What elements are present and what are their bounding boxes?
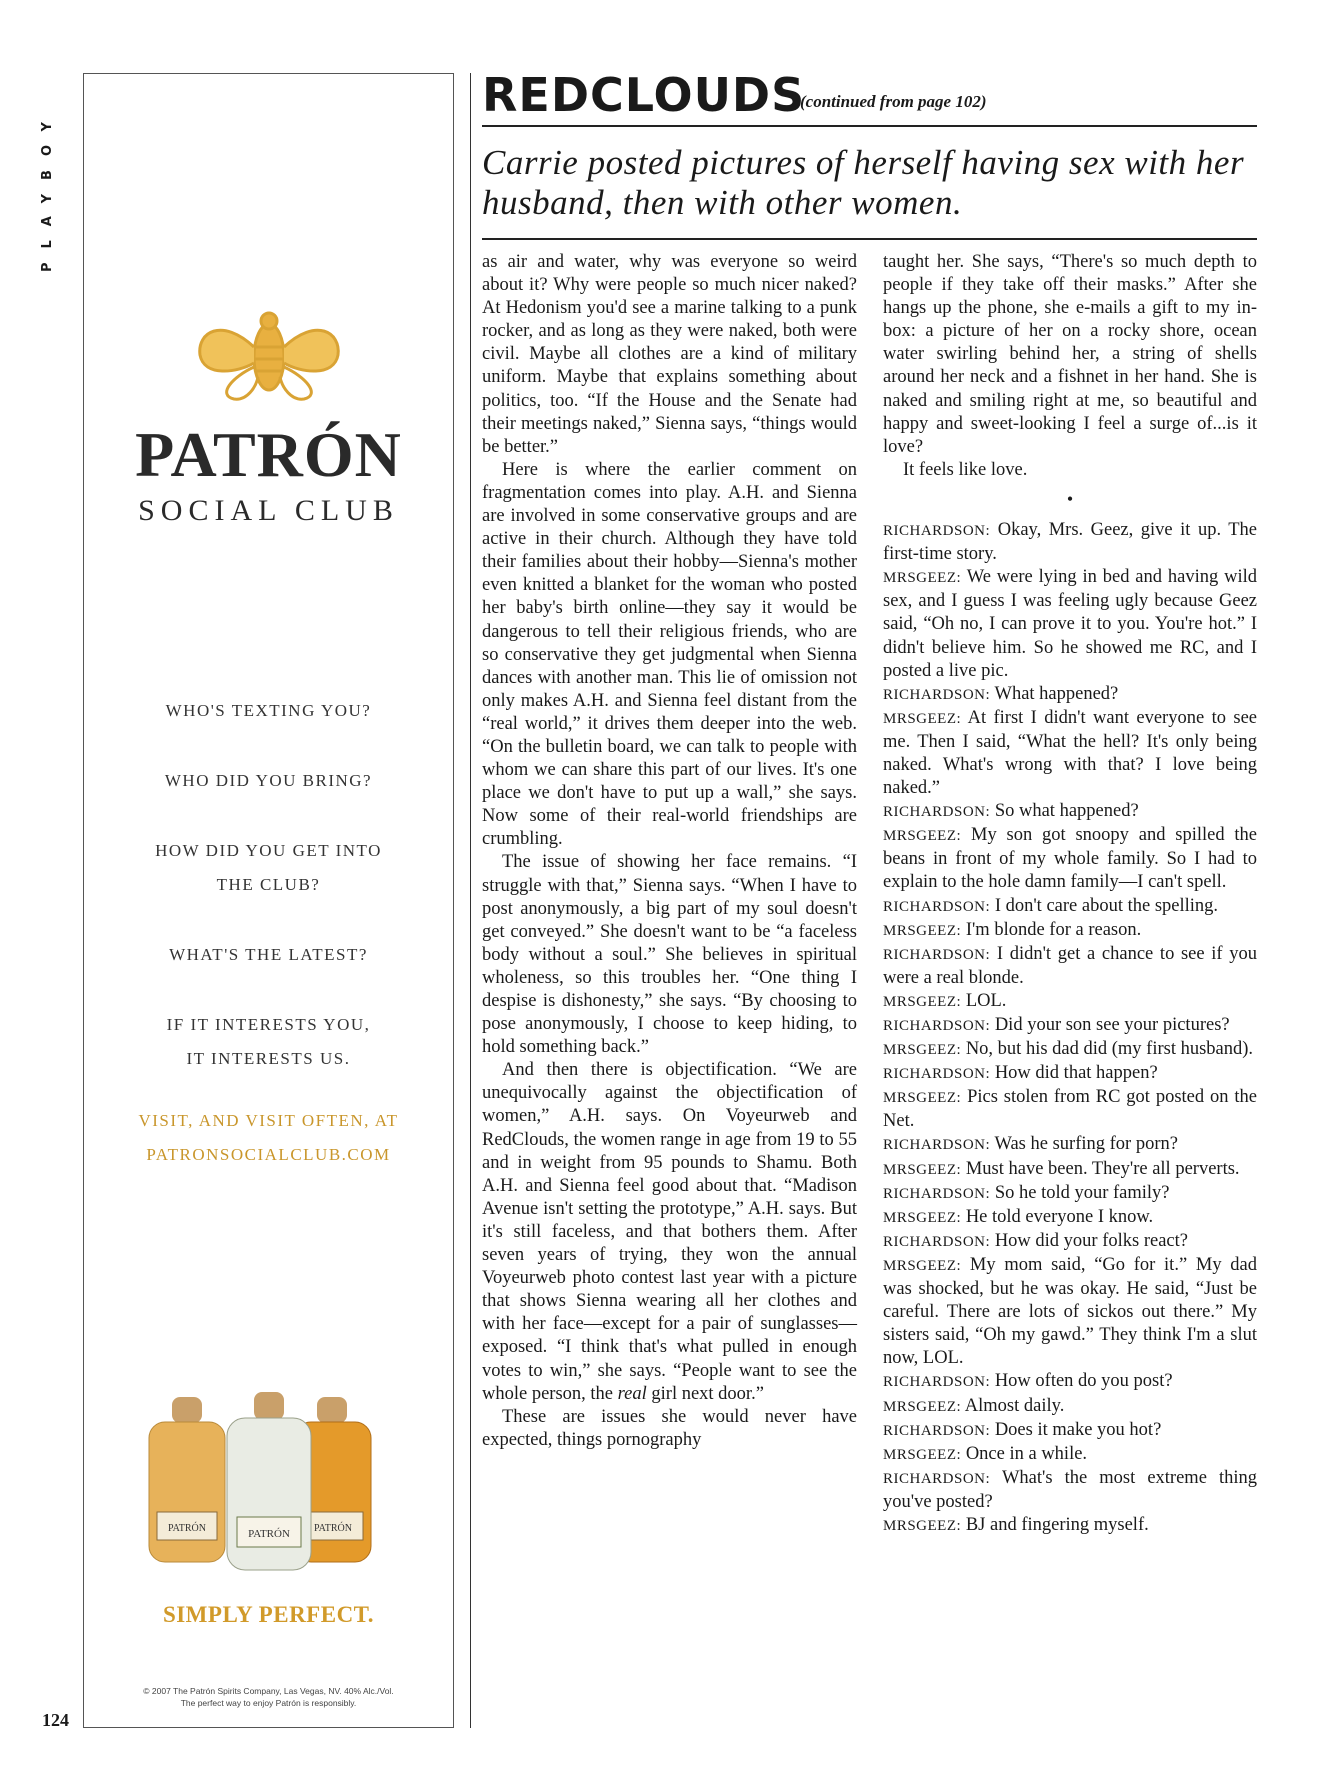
- dialogue-text: We were lying in bed and having wild sex, and I guess I was feeling ugly because Geez said, “Oh no, I can prove it to you. You're hot.” I didn't believe him. So he showed me RC, and I posted a live pic.: [883, 567, 1257, 681]
- speaker-name: RICHARDSON:: [883, 1137, 991, 1154]
- article-title: REDCLOUDS: [482, 68, 806, 122]
- speaker-name: MRSGEEZ:: [883, 922, 962, 939]
- bottle-label-left: PATRÓN: [168, 1523, 206, 1534]
- paragraph: The issue of showing her face remains. “I struggle with that,” Sienna says. “When I have to post anonymously, a big part of my soul doesn't get conveyed.” She doesn't want to be “a faceless body without a soul.” She believes in spiritual wholeness, so this troubles her. “One thing I despise is dishonesty,” she says. “By choosing to pose anonymously, I choose to keep hiding, to hold something back.”: [482, 852, 857, 1058]
- dialogue-text: Almost daily.: [964, 1395, 1065, 1416]
- dialogue-line: [883, 1467, 1257, 1514]
- section-bullet: •: [1066, 488, 1074, 509]
- speaker-name: MRSGEEZ:: [883, 1042, 962, 1059]
- speaker-name: RICHARDSON:: [883, 804, 991, 821]
- speaker-name: RICHARDSON:: [883, 898, 991, 915]
- interview-dialogue: [883, 519, 1257, 1538]
- dialogue-text: Pics stolen from RC got posted on the Net.: [883, 1087, 1257, 1132]
- speaker-name: MRSGEEZ:: [883, 1517, 962, 1534]
- dialogue-line: [883, 895, 1257, 919]
- paragraph-text: girl next door.”: [651, 1383, 764, 1404]
- dialogue-text: Once in a while.: [965, 1443, 1088, 1464]
- dialogue-text: Does it make you hot?: [994, 1419, 1162, 1440]
- speaker-name: RICHARDSON:: [883, 1066, 991, 1083]
- speaker-name: MRSGEEZ:: [883, 1398, 962, 1415]
- ad-question: WHO'S TEXTING YOU?: [165, 701, 372, 720]
- speaker-name: RICHARDSON:: [883, 1018, 991, 1034]
- dialogue-line: [883, 1206, 1257, 1230]
- article-header: [482, 68, 987, 122]
- speaker-name: RICHARDSON:: [883, 946, 991, 963]
- dialogue-line: [883, 824, 1257, 894]
- ad-question: THE CLUB?: [216, 875, 321, 894]
- speaker-name: RICHARDSON:: [883, 686, 991, 703]
- speaker-name: MRSGEEZ:: [883, 828, 962, 845]
- dialogue-line: [883, 1086, 1257, 1133]
- fine-print-line: © 2007 The Patrón Spirits Company, Las Vegas, NV. 40% Alc./Vol.: [143, 1686, 394, 1696]
- speaker-name: MRSGEEZ:: [883, 993, 962, 1010]
- dialogue-line: [883, 707, 1257, 800]
- paragraph: These are issues she would never have expected, things pornography: [482, 1406, 857, 1450]
- dialogue-line: [883, 566, 1257, 682]
- dialogue-text: How often do you post?: [994, 1371, 1173, 1392]
- dialogue-text: My mom said, “Go for it.” My dad was shocked, but he was okay. He said, “Just be careful. There are lots of sickos out there.” My sisters said, “Oh my gawd.” They think I'm a slut now, LOL.: [883, 1254, 1257, 1369]
- paragraph-text: And then there is objectification. “We are unequivocally against the objectification of women,” A.H. says. On Voyeurweb and RedClouds, the women range in age from 19 to 55 and in weight from 95 pounds to Shamu. Both A.H. and Sienna feel good about that. “Madison Avenue isn't setting the prototype,” A.H. says. But it's still faceless, and that bothers them. After seven years of trying, they won the annual Voyeurweb photo contest last year with a picture that shows Sienna wearing all her clothes and with her face—except for a pair of sunglasses—exposed. “I think that's what pulled in enough votes to win,” she says. “People want to see the whole person, the: [482, 1060, 857, 1404]
- bottle-label-center: PATRÓN: [248, 1528, 290, 1540]
- dialogue-line: [883, 919, 1257, 943]
- dialogue-text: My son got snoopy and spilled the beans in front of my whole family. So I had to explain to the hole damn family—I can't spell.: [883, 825, 1257, 893]
- speaker-name: RICHARDSON:: [883, 523, 991, 540]
- paragraph: [482, 1059, 857, 1405]
- continued-note: (continued from page 102): [800, 92, 987, 111]
- speaker-name: RICHARDSON:: [883, 1422, 991, 1439]
- dialogue-text: Okay, Mrs. Geez, give it up. The first-time story.: [883, 520, 1258, 565]
- bottle-label-right: PATRÓN: [314, 1523, 352, 1534]
- bee-logo-icon: [192, 307, 346, 403]
- dialogue-line: [883, 1254, 1257, 1370]
- article-column-1: [482, 251, 857, 1452]
- dialogue-line: [883, 943, 1257, 990]
- dialogue-text: How did your folks react?: [994, 1230, 1188, 1251]
- speaker-name: MRSGEEZ:: [883, 1446, 962, 1463]
- dialogue-line: [883, 683, 1257, 707]
- dialogue-text: Must have been. They're all perverts.: [965, 1158, 1240, 1179]
- dialogue-text: So what happened?: [994, 801, 1139, 822]
- magazine-name: PLAYBOY: [40, 108, 55, 272]
- ad-question: IF IT INTERESTS YOU,: [166, 1015, 371, 1034]
- paragraph: Here is where the earlier comment on fragmentation comes into play. A.H. and Sienna are involved in some conservative groups and are active in their church. Although they have told their families about their hobby—Sienna's mother even knitted a blanket for the woman who posted her baby's birth online—they say it would be dangerous to tell their religious friends, who are so conservative they get judgmental when Sienna dances with another man. This lie of omission not only makes A.H. and Sienna feel distant from the “real world,” it drives them deeper into the web. “On the bulletin board, we can talk to people with whom we can share this part of our lives. It's one place we don't have to put up a wall,” she says. Now some of their real-world friendships are crumbling.: [482, 459, 857, 850]
- ad-question: HOW DID YOU GET INTO: [155, 841, 382, 860]
- dialogue-line: [883, 1443, 1257, 1467]
- ad-url[interactable]: PATRONSOCIALCLUB.COM: [146, 1145, 391, 1164]
- article-deck: Carrie posted pictures of herself having sex with her husband, then with other women.: [482, 143, 1245, 222]
- page-number: 124: [42, 1710, 69, 1730]
- paragraph: It feels like love.: [903, 459, 1028, 480]
- dialogue-line: [883, 1230, 1257, 1254]
- dialogue-line: [883, 1514, 1257, 1538]
- ad-question: IT INTERESTS US.: [186, 1049, 351, 1068]
- column-divider: [470, 73, 471, 1728]
- speaker-name: RICHARDSON:: [883, 1185, 991, 1202]
- ad-question: WHAT'S THE LATEST?: [169, 945, 368, 964]
- dialogue-text: I'm blonde for a reason.: [965, 919, 1142, 940]
- speaker-name: MRSGEEZ:: [883, 1090, 962, 1107]
- dialogue-text: What's the most extreme thing you've posted?: [883, 1467, 1258, 1512]
- dialogue-text: BJ and fingering myself.: [965, 1514, 1149, 1535]
- dialogue-text: He told everyone I know.: [965, 1206, 1154, 1227]
- speaker-name: MRSGEEZ:: [883, 1209, 962, 1226]
- dialogue-text: What happened?: [994, 683, 1119, 704]
- deck-rule: [482, 238, 1257, 240]
- ad-brand: PATRÓN: [135, 419, 402, 490]
- dialogue-text: Was he surfing for porn?: [994, 1134, 1178, 1155]
- dialogue-line: [883, 1038, 1257, 1062]
- speaker-name: RICHARDSON:: [883, 1470, 991, 1487]
- paragraph: taught her. She says, “There's so much depth to people if they take off their masks.” After she hangs up the phone, she e-mails a gift to my in-box: a picture of her on a rocky shore, ocean water swirling behind her, a string of shells around her neck and a fishnet in her hand. She is naked and smiling right at me, so beautiful and happy and sweet-looking I feel a surge of...is it love?: [883, 252, 1257, 457]
- dialogue-text: LOL.: [965, 990, 1007, 1011]
- dialogue-text: So he told your family?: [994, 1182, 1170, 1203]
- dialogue-line: [883, 1395, 1257, 1419]
- dialogue-text: No, but his dad did (my first husband).: [965, 1039, 1254, 1060]
- ad-visit-line: VISIT, AND VISIT OFTEN, AT: [138, 1111, 399, 1130]
- speaker-name: MRSGEEZ:: [883, 710, 962, 727]
- magazine-running-head: [38, 62, 58, 282]
- dialogue-line: [883, 1419, 1257, 1443]
- dialogue-text: I didn't get a chance to see if you were a real blonde.: [883, 943, 1258, 988]
- dialogue-text: At first I didn't want everyone to see me. Then I said, “What the hell? It's only being naked. What's wrong with that? I love being naked.”: [883, 707, 1257, 799]
- tequila-bottles-image: [127, 1392, 412, 1577]
- header-rule: [482, 125, 1257, 127]
- fine-print-line: The perfect way to enjoy Patrón is responsibly.: [180, 1698, 357, 1708]
- dialogue-line: [883, 1014, 1257, 1038]
- article-column-2: [883, 251, 1257, 1538]
- dialogue-line: [883, 1133, 1257, 1157]
- ad-fine-print: [84, 1685, 453, 1709]
- speaker-name: RICHARDSON:: [883, 1374, 991, 1391]
- ad-brand-sub: SOCIAL CLUB: [138, 494, 399, 527]
- dialogue-line: [883, 1158, 1257, 1182]
- dialogue-line: [883, 990, 1257, 1014]
- speaker-name: MRSGEEZ:: [883, 570, 962, 587]
- speaker-name: MRSGEEZ:: [883, 1161, 962, 1178]
- patron-ad: [83, 73, 454, 1728]
- ad-tagline: SIMPLY PERFECT.: [162, 1602, 375, 1627]
- dialogue-line: [883, 800, 1257, 824]
- paragraph: as air and water, why was everyone so weird about it? Why were people so much nicer naked? At Hedonism you'd see a marine talking to a punk rocker, and as long as they were naked, both were civil. Maybe all clothes are a kind of military uniform. Maybe that explains something about politics, too. “If the House and the Senate had their meetings naked,” Sienna says, “things would be better.”: [482, 252, 857, 457]
- dialogue-line: [883, 1182, 1257, 1206]
- dialogue-text: Did your son see your pictures?: [994, 1015, 1230, 1035]
- dialogue-text: How did that happen?: [994, 1063, 1158, 1084]
- dialogue-line: [883, 1062, 1257, 1086]
- dialogue-line: [883, 1370, 1257, 1394]
- dialogue-text: I don't care about the spelling.: [994, 895, 1219, 916]
- ad-question: WHO DID YOU BRING?: [164, 771, 373, 790]
- speaker-name: RICHARDSON:: [883, 1233, 991, 1250]
- emphasis: real: [617, 1383, 647, 1404]
- dialogue-line: [883, 519, 1257, 566]
- speaker-name: MRSGEEZ:: [883, 1257, 962, 1274]
